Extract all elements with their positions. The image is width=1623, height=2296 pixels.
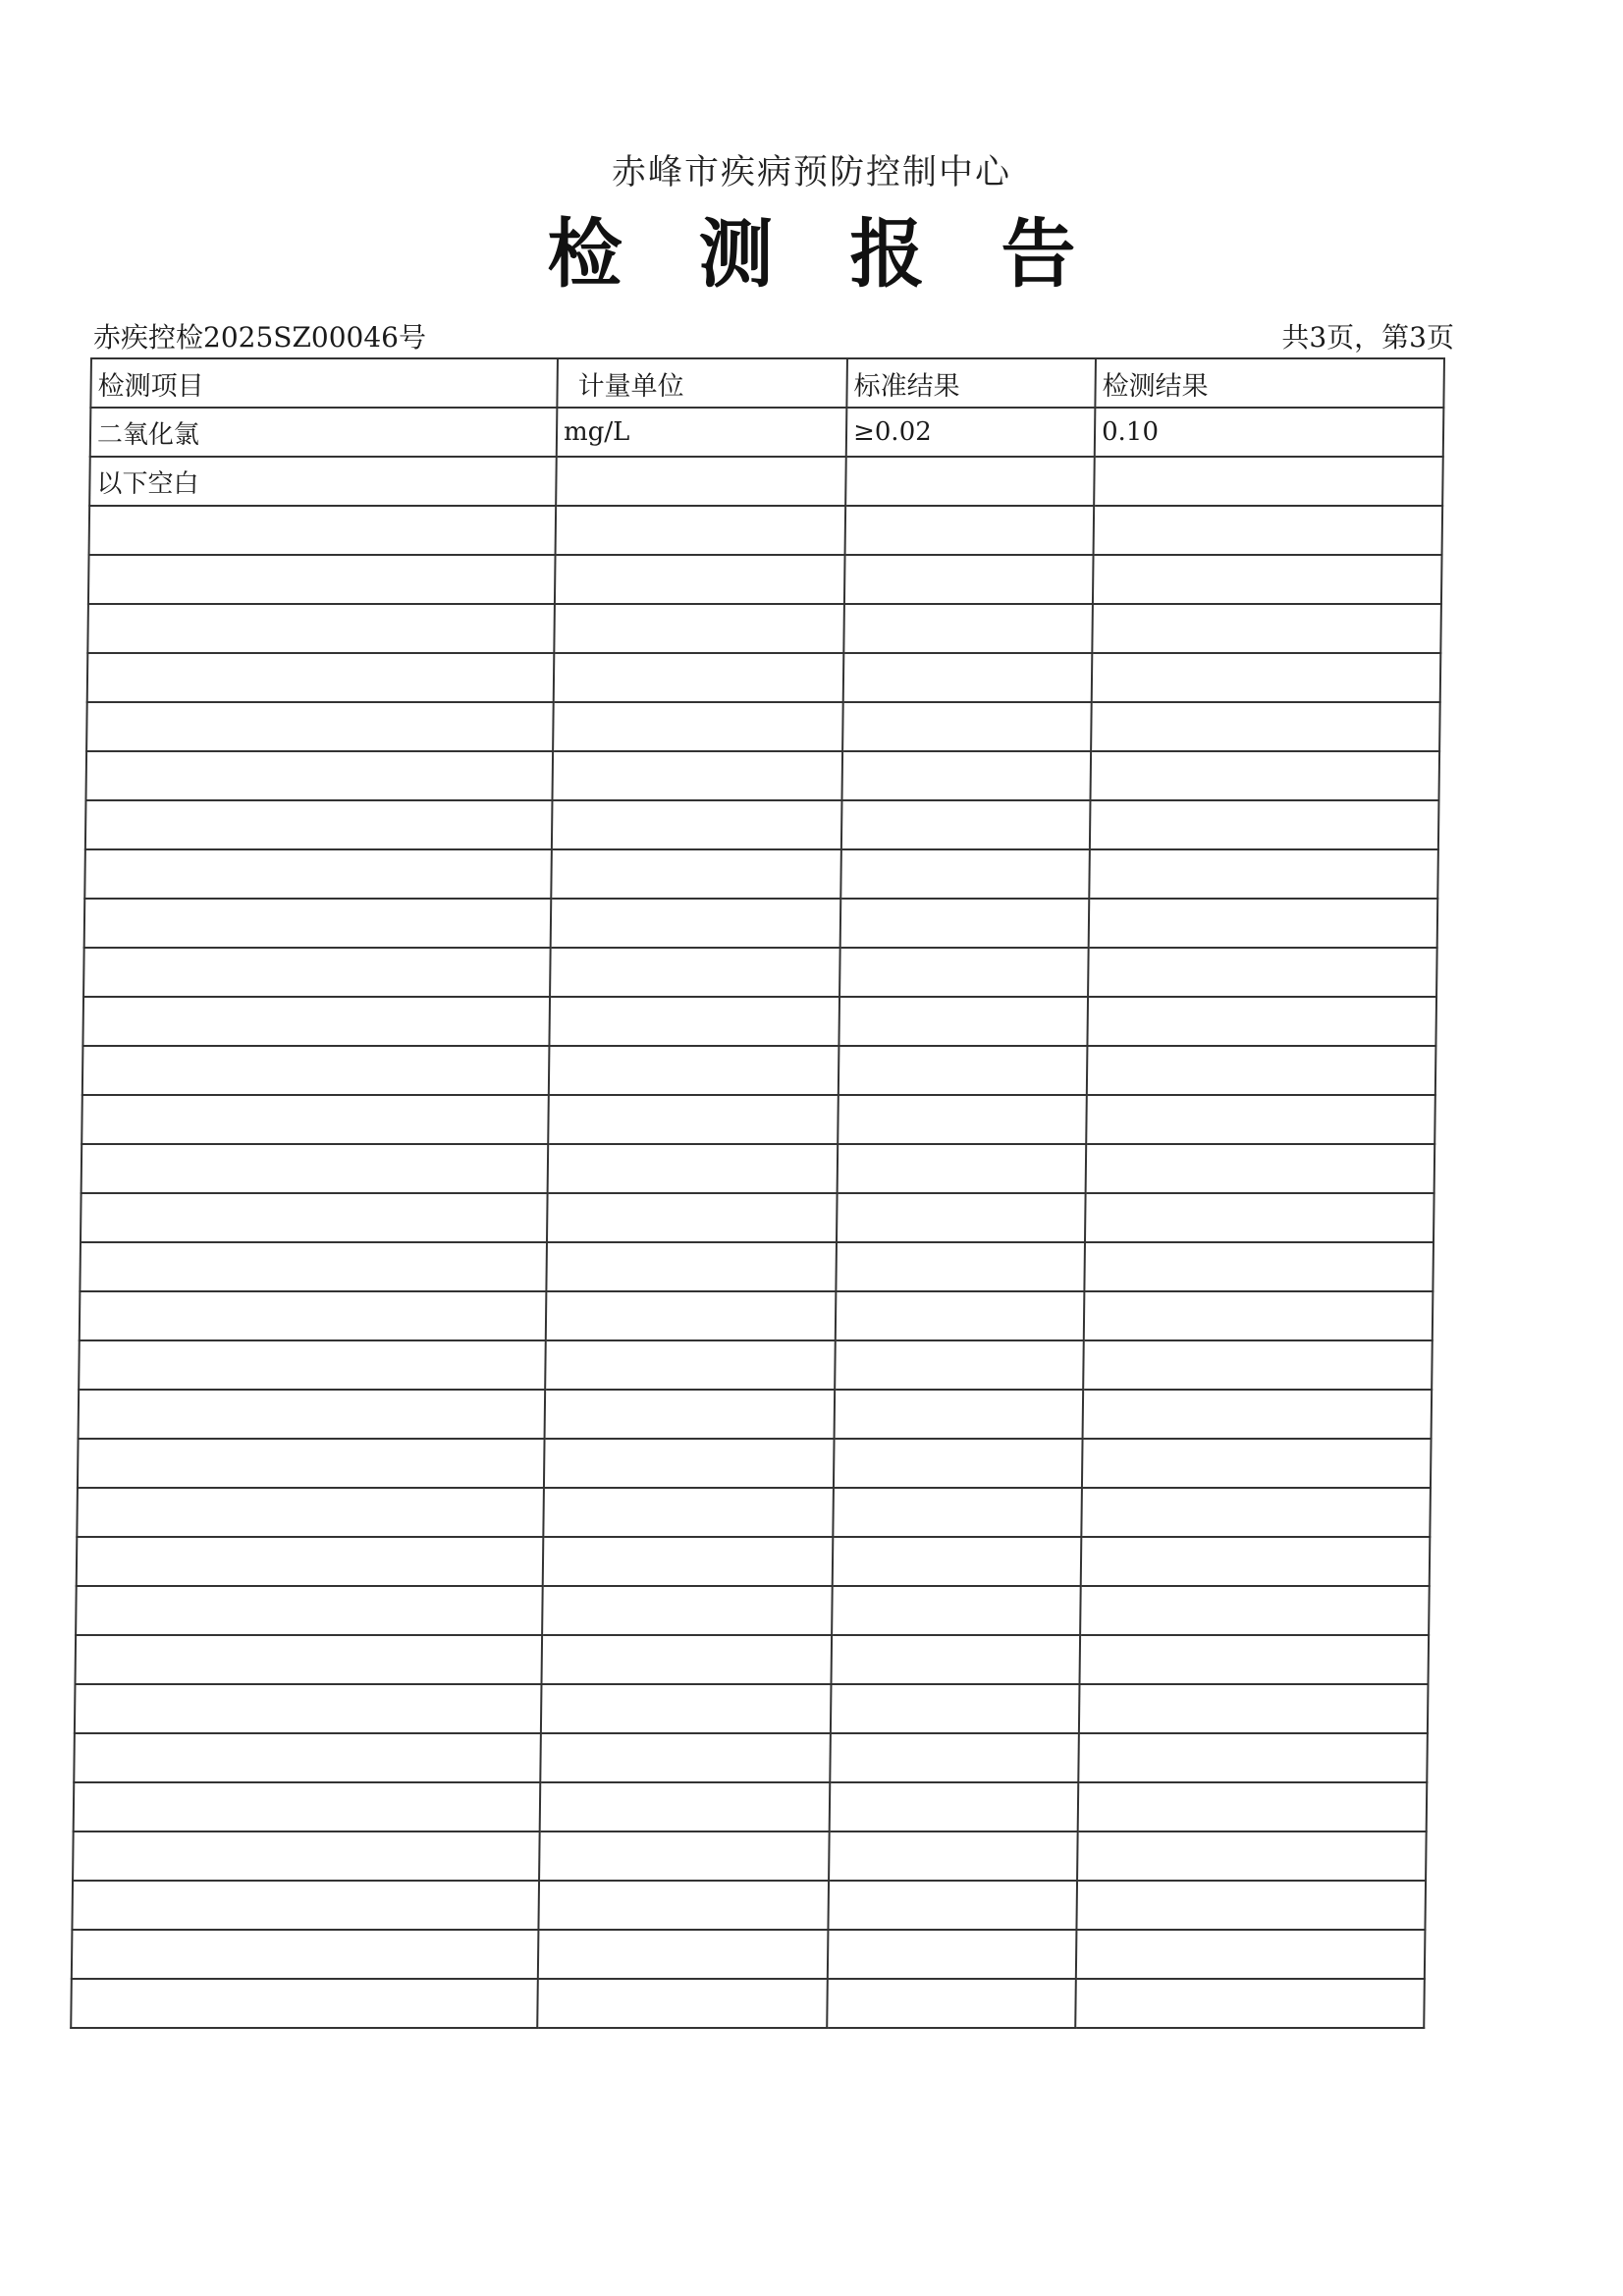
empty-cell <box>74 1782 541 1831</box>
table-row-empty <box>71 1979 1425 2028</box>
table-row-empty <box>88 555 1442 604</box>
empty-cell <box>831 1635 1080 1684</box>
empty-cell <box>833 1488 1082 1537</box>
empty-cell <box>843 604 1093 653</box>
empty-cell <box>552 800 842 849</box>
table-row-empty <box>74 1782 1428 1831</box>
empty-cell <box>546 1242 837 1291</box>
empty-cell <box>84 899 552 948</box>
empty-cell <box>1094 506 1443 555</box>
empty-cell <box>1079 1635 1429 1684</box>
table-row-empty <box>85 751 1439 800</box>
empty-cell <box>556 506 846 555</box>
empty-cell <box>1076 1930 1426 1979</box>
empty-cell <box>828 1930 1077 1979</box>
empty-cell <box>828 1881 1077 1930</box>
empty-cell <box>77 1537 544 1586</box>
empty-cell <box>842 702 1092 751</box>
table-row-empty <box>75 1635 1429 1684</box>
table-row-empty <box>84 899 1438 948</box>
empty-cell <box>1075 1979 1425 2028</box>
empty-cell <box>85 751 553 800</box>
table-row-empty <box>84 849 1438 899</box>
table-row-empty <box>78 1439 1432 1488</box>
empty-cell <box>545 1340 836 1390</box>
empty-cell <box>1084 1291 1434 1340</box>
empty-cell <box>1080 1586 1430 1635</box>
empty-cell <box>835 1390 1084 1439</box>
empty-cell <box>836 1291 1085 1340</box>
table-row-empty <box>82 997 1436 1046</box>
empty-cell <box>555 555 845 604</box>
empty-cell <box>551 899 841 948</box>
empty-cell <box>543 1537 834 1586</box>
empty-cell <box>72 1930 539 1979</box>
empty-cell <box>538 1930 829 1979</box>
cell-unit: mg/L <box>557 408 847 457</box>
empty-cell <box>74 1733 541 1782</box>
empty-cell <box>82 997 550 1046</box>
empty-cell <box>844 555 1094 604</box>
empty-cell <box>1087 997 1436 1046</box>
cell-result <box>1094 457 1443 506</box>
empty-cell <box>832 1586 1081 1635</box>
empty-cell <box>1085 1193 1434 1242</box>
empty-cell <box>548 1144 839 1193</box>
empty-cell <box>839 1046 1088 1095</box>
empty-cell <box>542 1586 833 1635</box>
empty-cell <box>546 1291 837 1340</box>
empty-cell <box>78 1439 545 1488</box>
empty-cell <box>834 1439 1083 1488</box>
table-row <box>90 408 1444 457</box>
table-row-empty <box>76 1586 1430 1635</box>
empty-cell <box>837 1193 1086 1242</box>
empty-cell <box>1093 555 1442 604</box>
empty-cell <box>84 849 552 899</box>
empty-cell <box>545 1390 836 1439</box>
empty-cell <box>831 1684 1080 1733</box>
empty-cell <box>79 1340 546 1390</box>
empty-cell <box>1081 1488 1431 1537</box>
column-header-item: 检测项目 <box>90 358 558 408</box>
empty-cell <box>76 1586 543 1635</box>
empty-cell <box>86 702 554 751</box>
organization-name: 赤峰市疾病预防控制中心 <box>611 153 1011 192</box>
empty-cell <box>540 1782 831 1831</box>
table-row-empty <box>77 1537 1431 1586</box>
cell-item: 以下空白 <box>89 457 557 506</box>
empty-cell <box>550 948 840 997</box>
report-title: 检测报告 <box>547 210 1153 298</box>
empty-cell <box>80 1242 547 1291</box>
empty-cell <box>77 1488 544 1537</box>
empty-cell <box>552 751 842 800</box>
empty-cell <box>829 1831 1078 1881</box>
empty-cell <box>1088 948 1437 997</box>
table-row-empty <box>89 506 1443 555</box>
empty-cell <box>830 1782 1079 1831</box>
empty-cell <box>1082 1439 1432 1488</box>
empty-cell <box>543 1488 834 1537</box>
empty-cell <box>81 1144 549 1193</box>
empty-cell <box>1078 1733 1428 1782</box>
empty-cell <box>839 948 1089 997</box>
table-row-empty <box>80 1242 1434 1291</box>
empty-cell <box>1090 800 1439 849</box>
empty-cell <box>551 849 841 899</box>
empty-cell <box>836 1242 1085 1291</box>
empty-cell <box>1078 1782 1428 1831</box>
empty-cell <box>73 1831 540 1881</box>
empty-cell <box>81 1095 549 1144</box>
empty-cell <box>841 800 1091 849</box>
empty-cell <box>1077 1831 1427 1881</box>
empty-cell <box>1089 899 1438 948</box>
empty-cell <box>840 849 1090 899</box>
empty-cell <box>549 997 839 1046</box>
empty-cell <box>540 1733 831 1782</box>
table-row-empty <box>73 1831 1427 1881</box>
empty-cell <box>1083 1340 1433 1390</box>
empty-cell <box>843 653 1093 702</box>
page-indicator: 共3页，第3页 <box>1281 321 1454 354</box>
empty-cell <box>544 1439 835 1488</box>
empty-cell <box>1083 1390 1433 1439</box>
cell-item: 二氧化氯 <box>90 408 558 457</box>
report-number: 赤疾控检2025SZ00046号 <box>93 321 426 354</box>
table-row-empty <box>74 1733 1428 1782</box>
empty-cell <box>72 1881 539 1930</box>
empty-cell <box>554 604 844 653</box>
empty-cell <box>554 653 844 702</box>
empty-cell <box>838 1095 1087 1144</box>
table-row-empty <box>72 1930 1426 1979</box>
empty-cell <box>75 1684 542 1733</box>
empty-cell <box>1084 1242 1434 1291</box>
column-header-unit: 计量单位 <box>557 358 847 408</box>
empty-cell <box>538 1881 829 1930</box>
empty-cell <box>1081 1537 1431 1586</box>
empty-cell <box>85 800 553 849</box>
empty-cell <box>81 1193 548 1242</box>
table-row-empty <box>85 800 1439 849</box>
empty-cell <box>1086 1144 1435 1193</box>
empty-cell <box>71 1979 538 2028</box>
empty-cell <box>835 1340 1084 1390</box>
empty-cell <box>830 1733 1079 1782</box>
empty-cell <box>541 1684 832 1733</box>
empty-cell <box>1091 702 1440 751</box>
empty-cell <box>541 1635 832 1684</box>
empty-cell <box>548 1095 839 1144</box>
empty-cell <box>1076 1881 1426 1930</box>
empty-cell <box>79 1390 546 1439</box>
results-table <box>70 357 1445 2029</box>
empty-cell <box>87 604 555 653</box>
table-row-empty <box>87 653 1441 702</box>
cell-standard <box>845 457 1095 506</box>
empty-cell <box>88 555 556 604</box>
cell-result: 0.10 <box>1095 408 1444 457</box>
table-row-empty <box>79 1390 1433 1439</box>
table-row-empty <box>87 604 1441 653</box>
empty-cell <box>549 1046 839 1095</box>
table-row <box>89 457 1443 506</box>
empty-cell <box>1090 751 1439 800</box>
table-row-empty <box>81 1193 1434 1242</box>
table-header-row <box>90 358 1444 408</box>
empty-cell <box>838 1144 1087 1193</box>
empty-cell <box>839 997 1088 1046</box>
table-row-empty <box>79 1340 1433 1390</box>
empty-cell <box>1087 1046 1436 1095</box>
empty-cell <box>87 653 555 702</box>
column-header-result: 检测结果 <box>1095 358 1444 408</box>
empty-cell <box>553 702 843 751</box>
empty-cell <box>1089 849 1438 899</box>
table-row-empty <box>81 1144 1435 1193</box>
empty-cell <box>840 899 1090 948</box>
empty-cell <box>89 506 557 555</box>
empty-cell <box>83 948 551 997</box>
empty-cell <box>75 1635 542 1684</box>
table-row-empty <box>77 1488 1431 1537</box>
table-row-empty <box>81 1095 1435 1144</box>
empty-cell <box>827 1979 1076 2028</box>
cell-unit <box>556 457 846 506</box>
table-row-empty <box>82 1046 1436 1095</box>
cell-standard: ≥0.02 <box>846 408 1096 457</box>
empty-cell <box>80 1291 547 1340</box>
empty-cell <box>547 1193 838 1242</box>
empty-cell <box>537 1979 828 2028</box>
table-row-empty <box>75 1684 1429 1733</box>
empty-cell <box>539 1831 830 1881</box>
table-row-empty <box>83 948 1437 997</box>
empty-cell <box>1086 1095 1435 1144</box>
empty-cell <box>833 1537 1082 1586</box>
table-row-empty <box>80 1291 1434 1340</box>
column-header-standard: 标准结果 <box>846 358 1096 408</box>
empty-cell <box>1092 604 1441 653</box>
empty-cell <box>82 1046 550 1095</box>
table-row-empty <box>86 702 1440 751</box>
empty-cell <box>1079 1684 1429 1733</box>
empty-cell <box>841 751 1091 800</box>
empty-cell <box>1092 653 1441 702</box>
empty-cell <box>845 506 1095 555</box>
table-row-empty <box>72 1881 1426 1930</box>
results-table-container <box>70 357 1443 2029</box>
